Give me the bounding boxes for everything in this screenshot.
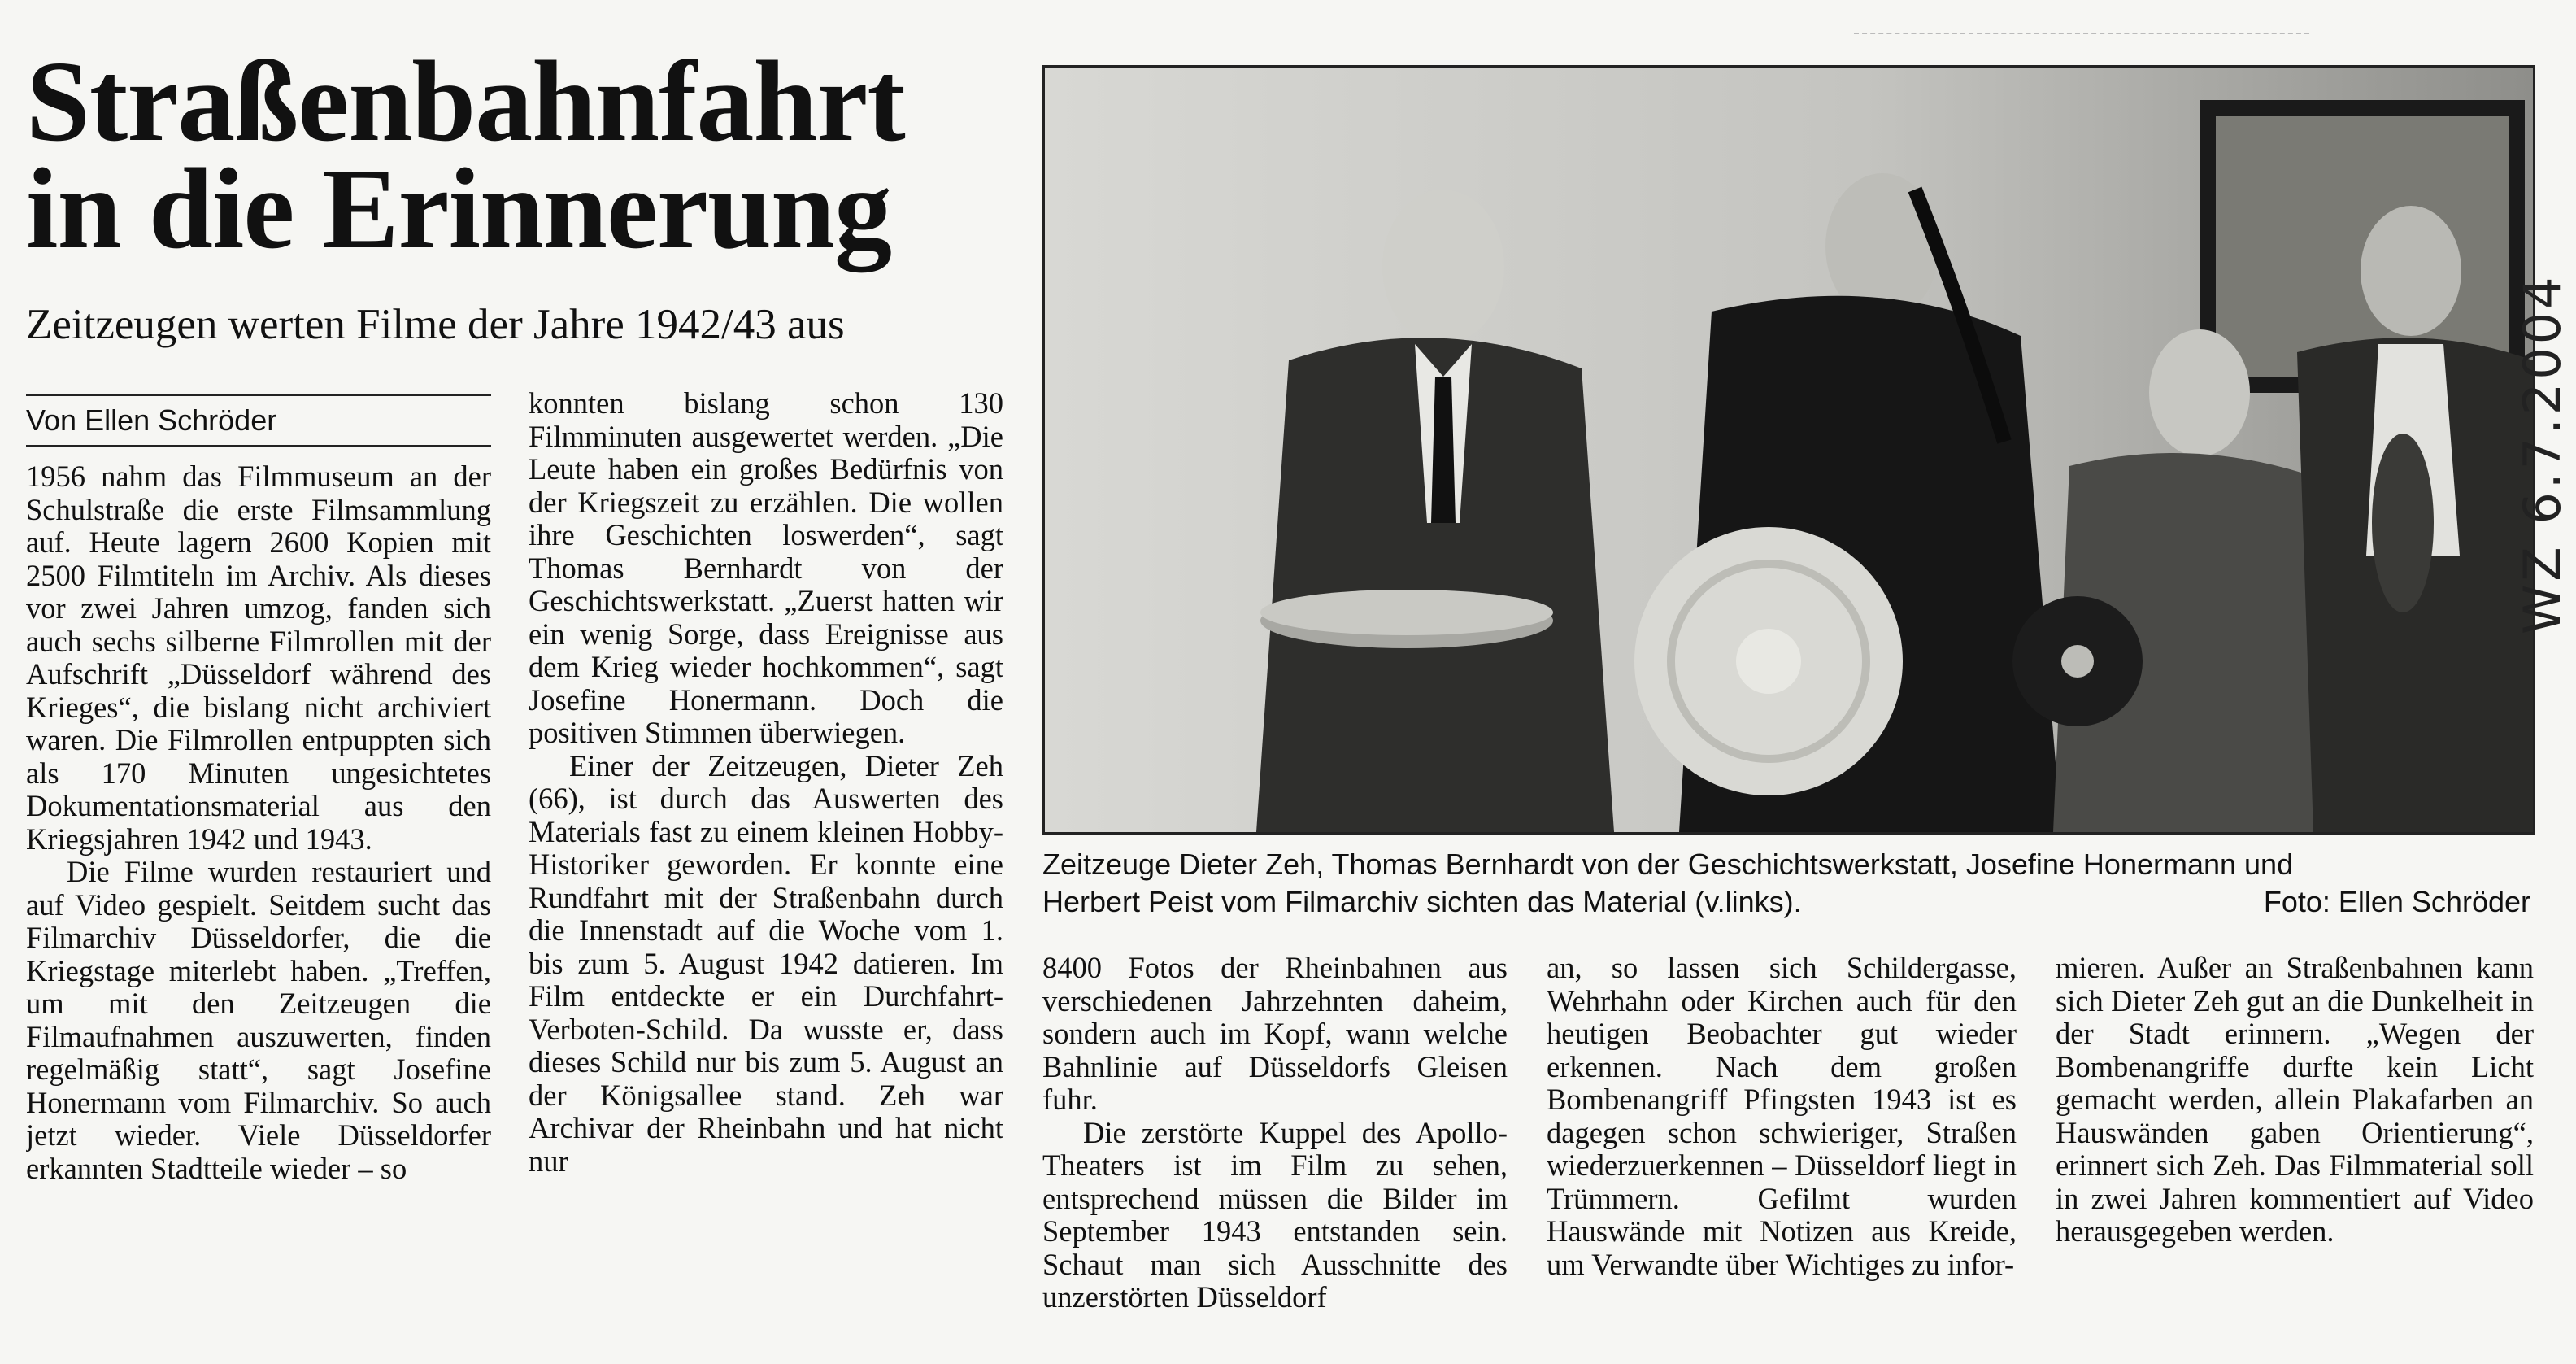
article-column-4 bbox=[1547, 952, 2017, 1355]
page-top-rule bbox=[1854, 33, 2309, 34]
photo-caption bbox=[1042, 846, 2530, 921]
caption-line-1: Zeitzeuge Dieter Zeh, Thomas Bernhardt von der Geschichtswerkstatt, Josefine Honermann und bbox=[1042, 848, 2294, 881]
paragraph: Einer der Zeitzeugen, Dieter Zeh (66), ist durch das Auswerten des Materials fast zu einem kleinen Hobby-Historiker geworden. Er konnte eine Rundfahrt mit der Straßenbahn durch die Innenstadt auf die Woche vom 1. bis zum 5. August 1942 datieren. Im Film entdeckte er ein Durchfahrt-Verboten-Schild. Da wusste er, dass dieses Schild nur bis zum 5. August an der Königsallee stand. Zeh war Archivar der Rheinbahn und hat nicht nur bbox=[529, 748, 1003, 1178]
caption-line-2-row bbox=[1042, 883, 2530, 921]
subheadline: Zeitzeugen werten Filme der Jahre 1942/43 aus bbox=[26, 301, 845, 348]
article-column-1 bbox=[26, 460, 491, 1355]
photo-illustration bbox=[1045, 68, 2533, 832]
paragraph: konnten bislang schon 130 Filmminuten ausgewertet werden. „Die Leute haben ein großes Bedürfnis von der Kriegszeit zu erzählen. Die wollen ihre Geschichten loswerden“, sagt Thomas Bernhardt von der Geschichtswerkstatt. „Zuerst hatten wir ein wenig Sorge, dass Ereignisse aus dem Krieg wieder hochkommen“, sagt Josefine Honermann. Doch die positiven Stimmen überwiegen. bbox=[529, 387, 1003, 749]
caption-line-2: Herbert Peist vom Filmarchiv sichten das Material (v.links). bbox=[1042, 885, 1802, 918]
paragraph: Die zerstörte Kuppel des Apollo-Theaters ist im Film zu sehen, entsprechend müssen die Bilder im September 1943 entstanden sein. Schaut man sich Ausschnitte des unzerstörten Düsseldorf bbox=[1042, 1115, 1508, 1314]
paragraph: 8400 Fotos der Rheinbahnen aus verschiedenen Jahrzehnten daheim, sondern auch im Kopf, wann welche Bahnlinie auf Düsseldorfs Gleisen fuhr. bbox=[1042, 952, 1508, 1116]
byline-box bbox=[26, 394, 491, 447]
paragraph: mieren. Außer an Straßenbahnen kann sich Dieter Zeh gut an die Dunkelheit in der Stadt erinnern. „Wegen der Bombenangriffe durfte kein Licht gemacht werden, allein Plakafarben an Hauswänden gaben Orientierung“, erinnert sich Zeh. Das Filmmaterial soll in zwei Jahren kommentiert auf Video herausgegeben werden. bbox=[2056, 952, 2534, 1248]
byline: Von Ellen Schröder bbox=[26, 403, 277, 437]
headline bbox=[26, 37, 994, 272]
paragraph: an, so lassen sich Schildergasse, Wehrhahn oder Kirchen auch für den heutigen Beobachter gut wieder erkennen. Nach dem großen Bombenangriff Pfingsten 1943 ist es dagegen schon schwieriger, Straßen wiederzuerkennen – Düsseldorf liegt in Trümmern. Gefilmt wurden Hauswände mit Notizen aus Kreide, um Verwandte über Wichtiges zu infor- bbox=[1547, 952, 2017, 1281]
paragraph: 1956 nahm das Filmmuseum an der Schulstraße die erste Filmsammlung auf. Heute lagern 2600 Kopien mit 2500 Filmtiteln im Archiv. Als dieses vor zwei Jahren umzog, fanden sich auch sechs silberne Filmrollen mit der Aufschrift „Düsseldorf während des Krieges“, die bislang nicht archiviert waren. Die Filmrollen entpuppten sich als 170 Minuten ungesichtetes Dokumentationsmaterial aus den Kriegsjahren 1942 und 1943. bbox=[26, 460, 491, 856]
handwritten-date-note: WZ 6.7.2004 bbox=[2513, 273, 2572, 634]
article-column-2 bbox=[529, 387, 1003, 1355]
news-photo bbox=[1042, 65, 2535, 835]
article-column-3 bbox=[1042, 952, 1508, 1355]
headline-line-2: in die Erinnerung bbox=[26, 144, 892, 272]
photo-credit: Foto: Ellen Schröder bbox=[2263, 885, 2530, 918]
paragraph: Die Filme wurden restauriert und auf Video gespielt. Seitdem sucht das Filmarchiv Düsseldorfer, die die Kriegstage miterlebt haben. „Treffen, um mit den Zeitzeugen die Filmaufnahmen auszuwerten, finden regelmäßig statt“, sagt Josefine Honermann vom Filmarchiv. So auch jetzt wieder. Viele Düsseldorfer erkannten Stadtteile wieder – so bbox=[26, 855, 491, 1185]
headline-line-1: Straßenbahnfahrt bbox=[26, 37, 905, 165]
article-column-5 bbox=[2056, 952, 2534, 1355]
